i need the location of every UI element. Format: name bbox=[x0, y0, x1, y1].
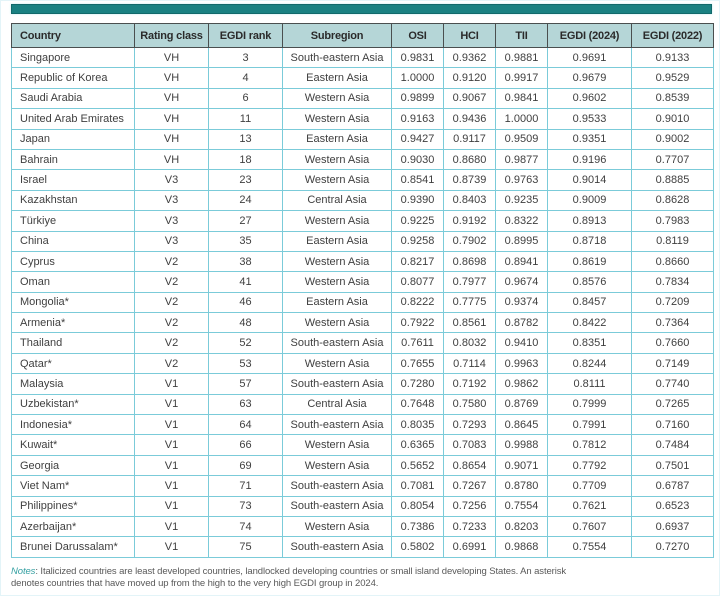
cell-hci: 0.7083 bbox=[444, 435, 496, 455]
cell-rating_class: V1 bbox=[135, 415, 209, 435]
cell-rating_class: VH bbox=[135, 68, 209, 88]
cell-egdi_2024: 0.7709 bbox=[548, 476, 632, 496]
cell-egdi_rank: 71 bbox=[209, 476, 283, 496]
cell-osi: 0.5652 bbox=[392, 455, 444, 475]
cell-egdi_2024: 0.8351 bbox=[548, 333, 632, 353]
cell-egdi_rank: 3 bbox=[209, 48, 283, 68]
cell-country: Kazakhstan bbox=[12, 190, 135, 210]
cell-osi: 0.7648 bbox=[392, 394, 444, 414]
cell-rating_class: V2 bbox=[135, 251, 209, 271]
cell-country: China bbox=[12, 231, 135, 251]
table-row bbox=[12, 109, 714, 129]
cell-osi: 0.9258 bbox=[392, 231, 444, 251]
cell-osi: 0.8077 bbox=[392, 272, 444, 292]
cell-osi: 0.8035 bbox=[392, 415, 444, 435]
cell-egdi_2022: 0.9529 bbox=[632, 68, 714, 88]
cell-tii: 0.9988 bbox=[496, 435, 548, 455]
cell-hci: 0.9120 bbox=[444, 68, 496, 88]
cell-tii: 0.9862 bbox=[496, 374, 548, 394]
cell-egdi_2022: 0.8628 bbox=[632, 190, 714, 210]
cell-subregion: South-eastern Asia bbox=[283, 476, 392, 496]
cell-subregion: Western Asia bbox=[283, 251, 392, 271]
cell-osi: 0.7611 bbox=[392, 333, 444, 353]
cell-osi: 0.9030 bbox=[392, 149, 444, 169]
table-row bbox=[12, 231, 714, 251]
cell-egdi_2024: 0.8457 bbox=[548, 292, 632, 312]
cell-tii: 0.9881 bbox=[496, 48, 548, 68]
cell-country: Republic of Korea bbox=[12, 68, 135, 88]
cell-egdi_2024: 0.7999 bbox=[548, 394, 632, 414]
table-row bbox=[12, 476, 714, 496]
column-header-subregion: Subregion bbox=[283, 24, 392, 48]
table-row bbox=[12, 455, 714, 475]
cell-subregion: Western Asia bbox=[283, 435, 392, 455]
cell-country: Indonesia* bbox=[12, 415, 135, 435]
column-header-egdi_2024: EGDI (2024) bbox=[548, 24, 632, 48]
cell-country: Mongolia* bbox=[12, 292, 135, 312]
cell-tii: 0.8941 bbox=[496, 251, 548, 271]
cell-egdi_rank: 18 bbox=[209, 149, 283, 169]
cell-hci: 0.8680 bbox=[444, 149, 496, 169]
table-row bbox=[12, 516, 714, 536]
cell-egdi_2022: 0.8660 bbox=[632, 251, 714, 271]
table-row bbox=[12, 190, 714, 210]
cell-egdi_2022: 0.9133 bbox=[632, 48, 714, 68]
table-row bbox=[12, 496, 714, 516]
cell-tii: 0.8995 bbox=[496, 231, 548, 251]
cell-hci: 0.8403 bbox=[444, 190, 496, 210]
cell-hci: 0.7293 bbox=[444, 415, 496, 435]
cell-country: Saudi Arabia bbox=[12, 88, 135, 108]
cell-egdi_2022: 0.7983 bbox=[632, 211, 714, 231]
cell-tii: 0.9235 bbox=[496, 190, 548, 210]
cell-rating_class: V1 bbox=[135, 374, 209, 394]
cell-hci: 0.7580 bbox=[444, 394, 496, 414]
cell-country: Brunei Darussalam* bbox=[12, 537, 135, 557]
cell-osi: 0.9163 bbox=[392, 109, 444, 129]
cell-egdi_2024: 0.9691 bbox=[548, 48, 632, 68]
column-header-tii: TII bbox=[496, 24, 548, 48]
table-row bbox=[12, 251, 714, 271]
cell-rating_class: V2 bbox=[135, 313, 209, 333]
table-row bbox=[12, 537, 714, 557]
cell-rating_class: V2 bbox=[135, 292, 209, 312]
cell-egdi_rank: 53 bbox=[209, 353, 283, 373]
cell-egdi_2024: 0.8576 bbox=[548, 272, 632, 292]
cell-hci: 0.8561 bbox=[444, 313, 496, 333]
cell-tii: 0.9410 bbox=[496, 333, 548, 353]
cell-egdi_rank: 13 bbox=[209, 129, 283, 149]
cell-egdi_2022: 0.8539 bbox=[632, 88, 714, 108]
notes-label: Notes bbox=[11, 565, 36, 577]
cell-egdi_rank: 38 bbox=[209, 251, 283, 271]
top-accent-bar bbox=[11, 4, 712, 14]
cell-rating_class: V2 bbox=[135, 333, 209, 353]
table-row bbox=[12, 129, 714, 149]
table-row bbox=[12, 374, 714, 394]
cell-egdi_2022: 0.9002 bbox=[632, 129, 714, 149]
cell-osi: 0.8541 bbox=[392, 170, 444, 190]
cell-egdi_rank: 41 bbox=[209, 272, 283, 292]
cell-osi: 0.7655 bbox=[392, 353, 444, 373]
cell-tii: 0.8322 bbox=[496, 211, 548, 231]
cell-rating_class: V1 bbox=[135, 516, 209, 536]
cell-rating_class: VH bbox=[135, 109, 209, 129]
cell-egdi_rank: 48 bbox=[209, 313, 283, 333]
cell-tii: 0.9841 bbox=[496, 88, 548, 108]
cell-osi: 0.9390 bbox=[392, 190, 444, 210]
cell-country: Malaysia bbox=[12, 374, 135, 394]
cell-egdi_2024: 0.7621 bbox=[548, 496, 632, 516]
cell-osi: 0.7081 bbox=[392, 476, 444, 496]
cell-hci: 0.7902 bbox=[444, 231, 496, 251]
cell-country: Singapore bbox=[12, 48, 135, 68]
cell-rating_class: V1 bbox=[135, 394, 209, 414]
cell-egdi_2024: 0.8244 bbox=[548, 353, 632, 373]
cell-country: Oman bbox=[12, 272, 135, 292]
cell-egdi_2022: 0.7149 bbox=[632, 353, 714, 373]
cell-subregion: Western Asia bbox=[283, 149, 392, 169]
table-row bbox=[12, 170, 714, 190]
cell-hci: 0.9192 bbox=[444, 211, 496, 231]
cell-egdi_rank: 64 bbox=[209, 415, 283, 435]
cell-egdi_rank: 63 bbox=[209, 394, 283, 414]
cell-egdi_rank: 74 bbox=[209, 516, 283, 536]
cell-country: Qatar* bbox=[12, 353, 135, 373]
cell-osi: 0.7922 bbox=[392, 313, 444, 333]
cell-subregion: South-eastern Asia bbox=[283, 496, 392, 516]
cell-egdi_rank: 11 bbox=[209, 109, 283, 129]
cell-hci: 0.9436 bbox=[444, 109, 496, 129]
cell-hci: 0.6991 bbox=[444, 537, 496, 557]
cell-tii: 0.9674 bbox=[496, 272, 548, 292]
cell-tii: 0.8782 bbox=[496, 313, 548, 333]
table-row bbox=[12, 149, 714, 169]
cell-hci: 0.7192 bbox=[444, 374, 496, 394]
cell-tii: 0.7554 bbox=[496, 496, 548, 516]
cell-country: Georgia bbox=[12, 455, 135, 475]
cell-subregion: Central Asia bbox=[283, 394, 392, 414]
cell-subregion: Eastern Asia bbox=[283, 68, 392, 88]
column-header-egdi_2022: EGDI (2022) bbox=[632, 24, 714, 48]
cell-rating_class: V3 bbox=[135, 170, 209, 190]
cell-egdi_2024: 0.8619 bbox=[548, 251, 632, 271]
cell-rating_class: V2 bbox=[135, 272, 209, 292]
notes-line1: : Italicized countries are least developed countries, landlocked developing countries or small island developing States. An asterisk bbox=[35, 565, 567, 577]
cell-egdi_2024: 0.9014 bbox=[548, 170, 632, 190]
notes-line2: denotes countries that have moved up from the high to the very high EGDI group in 2024. bbox=[11, 578, 379, 590]
cell-country: United Arab Emirates bbox=[12, 109, 135, 129]
cell-country: Uzbekistan* bbox=[12, 394, 135, 414]
cell-tii: 0.9877 bbox=[496, 149, 548, 169]
cell-rating_class: V1 bbox=[135, 496, 209, 516]
cell-egdi_2024: 0.8111 bbox=[548, 374, 632, 394]
egdi-table bbox=[11, 23, 714, 558]
cell-hci: 0.8654 bbox=[444, 455, 496, 475]
table-row bbox=[12, 415, 714, 435]
cell-subregion: Western Asia bbox=[283, 170, 392, 190]
cell-subregion: Eastern Asia bbox=[283, 231, 392, 251]
table-row bbox=[12, 313, 714, 333]
cell-country: Philippines* bbox=[12, 496, 135, 516]
cell-subregion: Western Asia bbox=[283, 109, 392, 129]
cell-tii: 0.8203 bbox=[496, 516, 548, 536]
cell-egdi_2024: 0.8913 bbox=[548, 211, 632, 231]
cell-hci: 0.7267 bbox=[444, 476, 496, 496]
cell-egdi_2024: 0.9351 bbox=[548, 129, 632, 149]
cell-egdi_2022: 0.7209 bbox=[632, 292, 714, 312]
table-row bbox=[12, 68, 714, 88]
table-row bbox=[12, 435, 714, 455]
cell-tii: 0.9868 bbox=[496, 537, 548, 557]
cell-egdi_rank: 4 bbox=[209, 68, 283, 88]
cell-egdi_2024: 0.8718 bbox=[548, 231, 632, 251]
cell-hci: 0.8032 bbox=[444, 333, 496, 353]
cell-egdi_rank: 75 bbox=[209, 537, 283, 557]
cell-egdi_2024: 0.7812 bbox=[548, 435, 632, 455]
cell-egdi_rank: 24 bbox=[209, 190, 283, 210]
cell-rating_class: V3 bbox=[135, 190, 209, 210]
cell-egdi_2022: 0.7501 bbox=[632, 455, 714, 475]
cell-osi: 0.9831 bbox=[392, 48, 444, 68]
cell-egdi_2022: 0.9010 bbox=[632, 109, 714, 129]
cell-hci: 0.8698 bbox=[444, 251, 496, 271]
cell-egdi_2022: 0.7484 bbox=[632, 435, 714, 455]
cell-egdi_rank: 69 bbox=[209, 455, 283, 475]
table-row bbox=[12, 394, 714, 414]
cell-tii: 0.8780 bbox=[496, 476, 548, 496]
cell-tii: 0.9763 bbox=[496, 170, 548, 190]
cell-subregion: South-eastern Asia bbox=[283, 333, 392, 353]
cell-tii: 0.8769 bbox=[496, 394, 548, 414]
cell-egdi_2024: 0.7792 bbox=[548, 455, 632, 475]
notes bbox=[11, 566, 705, 591]
cell-osi: 0.8217 bbox=[392, 251, 444, 271]
cell-egdi_2024: 0.7991 bbox=[548, 415, 632, 435]
cell-rating_class: VH bbox=[135, 149, 209, 169]
table-row bbox=[12, 48, 714, 68]
cell-egdi_2022: 0.7660 bbox=[632, 333, 714, 353]
cell-country: Japan bbox=[12, 129, 135, 149]
cell-country: Bahrain bbox=[12, 149, 135, 169]
cell-hci: 0.9067 bbox=[444, 88, 496, 108]
cell-egdi_2022: 0.6787 bbox=[632, 476, 714, 496]
cell-subregion: South-eastern Asia bbox=[283, 374, 392, 394]
cell-rating_class: V1 bbox=[135, 476, 209, 496]
cell-osi: 0.8222 bbox=[392, 292, 444, 312]
cell-subregion: Eastern Asia bbox=[283, 292, 392, 312]
cell-rating_class: V1 bbox=[135, 537, 209, 557]
cell-hci: 0.9117 bbox=[444, 129, 496, 149]
table-row bbox=[12, 292, 714, 312]
cell-osi: 0.5802 bbox=[392, 537, 444, 557]
cell-osi: 0.9427 bbox=[392, 129, 444, 149]
cell-subregion: Western Asia bbox=[283, 211, 392, 231]
cell-egdi_2022: 0.7364 bbox=[632, 313, 714, 333]
cell-tii: 0.9374 bbox=[496, 292, 548, 312]
cell-hci: 0.7233 bbox=[444, 516, 496, 536]
cell-rating_class: V2 bbox=[135, 353, 209, 373]
cell-egdi_rank: 57 bbox=[209, 374, 283, 394]
table-row bbox=[12, 353, 714, 373]
cell-egdi_2024: 0.8422 bbox=[548, 313, 632, 333]
cell-tii: 0.9917 bbox=[496, 68, 548, 88]
cell-country: Thailand bbox=[12, 333, 135, 353]
header-row bbox=[12, 24, 714, 48]
table-row bbox=[12, 333, 714, 353]
cell-subregion: Eastern Asia bbox=[283, 129, 392, 149]
cell-country: Viet Nam* bbox=[12, 476, 135, 496]
cell-osi: 0.8054 bbox=[392, 496, 444, 516]
cell-egdi_rank: 66 bbox=[209, 435, 283, 455]
cell-hci: 0.7977 bbox=[444, 272, 496, 292]
cell-egdi_2022: 0.7265 bbox=[632, 394, 714, 414]
cell-subregion: Western Asia bbox=[283, 313, 392, 333]
column-header-rating_class: Rating class bbox=[135, 24, 209, 48]
cell-osi: 0.6365 bbox=[392, 435, 444, 455]
column-header-osi: OSI bbox=[392, 24, 444, 48]
cell-egdi_2022: 0.7740 bbox=[632, 374, 714, 394]
cell-subregion: Western Asia bbox=[283, 455, 392, 475]
table-row bbox=[12, 88, 714, 108]
cell-egdi_2024: 0.7607 bbox=[548, 516, 632, 536]
cell-hci: 0.7775 bbox=[444, 292, 496, 312]
cell-subregion: South-eastern Asia bbox=[283, 537, 392, 557]
cell-egdi_2022: 0.8119 bbox=[632, 231, 714, 251]
cell-osi: 0.9225 bbox=[392, 211, 444, 231]
cell-egdi_2022: 0.8885 bbox=[632, 170, 714, 190]
cell-country: Kuwait* bbox=[12, 435, 135, 455]
cell-egdi_rank: 46 bbox=[209, 292, 283, 312]
cell-rating_class: V1 bbox=[135, 435, 209, 455]
cell-rating_class: V3 bbox=[135, 231, 209, 251]
cell-egdi_2022: 0.7270 bbox=[632, 537, 714, 557]
cell-hci: 0.8739 bbox=[444, 170, 496, 190]
cell-subregion: Western Asia bbox=[283, 353, 392, 373]
table-row bbox=[12, 272, 714, 292]
cell-hci: 0.7114 bbox=[444, 353, 496, 373]
cell-subregion: South-eastern Asia bbox=[283, 415, 392, 435]
cell-egdi_rank: 6 bbox=[209, 88, 283, 108]
cell-tii: 0.8645 bbox=[496, 415, 548, 435]
column-header-country: Country bbox=[12, 24, 135, 48]
cell-hci: 0.7256 bbox=[444, 496, 496, 516]
cell-hci: 0.9362 bbox=[444, 48, 496, 68]
cell-osi: 0.9899 bbox=[392, 88, 444, 108]
cell-egdi_2022: 0.6523 bbox=[632, 496, 714, 516]
column-header-egdi_rank: EGDI rank bbox=[209, 24, 283, 48]
cell-subregion: Western Asia bbox=[283, 272, 392, 292]
cell-tii: 0.9071 bbox=[496, 455, 548, 475]
cell-country: Türkiye bbox=[12, 211, 135, 231]
cell-egdi_2022: 0.7707 bbox=[632, 149, 714, 169]
cell-tii: 0.9963 bbox=[496, 353, 548, 373]
cell-country: Cyprus bbox=[12, 251, 135, 271]
cell-egdi_2024: 0.7554 bbox=[548, 537, 632, 557]
table-row bbox=[12, 211, 714, 231]
cell-subregion: Western Asia bbox=[283, 516, 392, 536]
cell-osi: 1.0000 bbox=[392, 68, 444, 88]
cell-rating_class: V3 bbox=[135, 211, 209, 231]
cell-egdi_rank: 73 bbox=[209, 496, 283, 516]
cell-egdi_2024: 0.9009 bbox=[548, 190, 632, 210]
cell-country: Armenia* bbox=[12, 313, 135, 333]
cell-egdi_2024: 0.9679 bbox=[548, 68, 632, 88]
cell-subregion: South-eastern Asia bbox=[283, 48, 392, 68]
cell-egdi_2022: 0.6937 bbox=[632, 516, 714, 536]
cell-tii: 0.9509 bbox=[496, 129, 548, 149]
cell-rating_class: VH bbox=[135, 48, 209, 68]
column-header-hci: HCI bbox=[444, 24, 496, 48]
table-header bbox=[12, 24, 714, 48]
cell-egdi_rank: 52 bbox=[209, 333, 283, 353]
cell-osi: 0.7386 bbox=[392, 516, 444, 536]
cell-tii: 1.0000 bbox=[496, 109, 548, 129]
cell-egdi_rank: 23 bbox=[209, 170, 283, 190]
cell-rating_class: VH bbox=[135, 88, 209, 108]
cell-egdi_2024: 0.9533 bbox=[548, 109, 632, 129]
cell-egdi_2024: 0.9602 bbox=[548, 88, 632, 108]
cell-egdi_2024: 0.9196 bbox=[548, 149, 632, 169]
cell-country: Azerbaijan* bbox=[12, 516, 135, 536]
cell-country: Israel bbox=[12, 170, 135, 190]
cell-egdi_rank: 27 bbox=[209, 211, 283, 231]
cell-egdi_2022: 0.7160 bbox=[632, 415, 714, 435]
table-body bbox=[12, 48, 714, 558]
cell-rating_class: VH bbox=[135, 129, 209, 149]
cell-subregion: Central Asia bbox=[283, 190, 392, 210]
cell-egdi_2022: 0.7834 bbox=[632, 272, 714, 292]
cell-egdi_rank: 35 bbox=[209, 231, 283, 251]
cell-osi: 0.7280 bbox=[392, 374, 444, 394]
cell-rating_class: V1 bbox=[135, 455, 209, 475]
cell-subregion: Western Asia bbox=[283, 88, 392, 108]
